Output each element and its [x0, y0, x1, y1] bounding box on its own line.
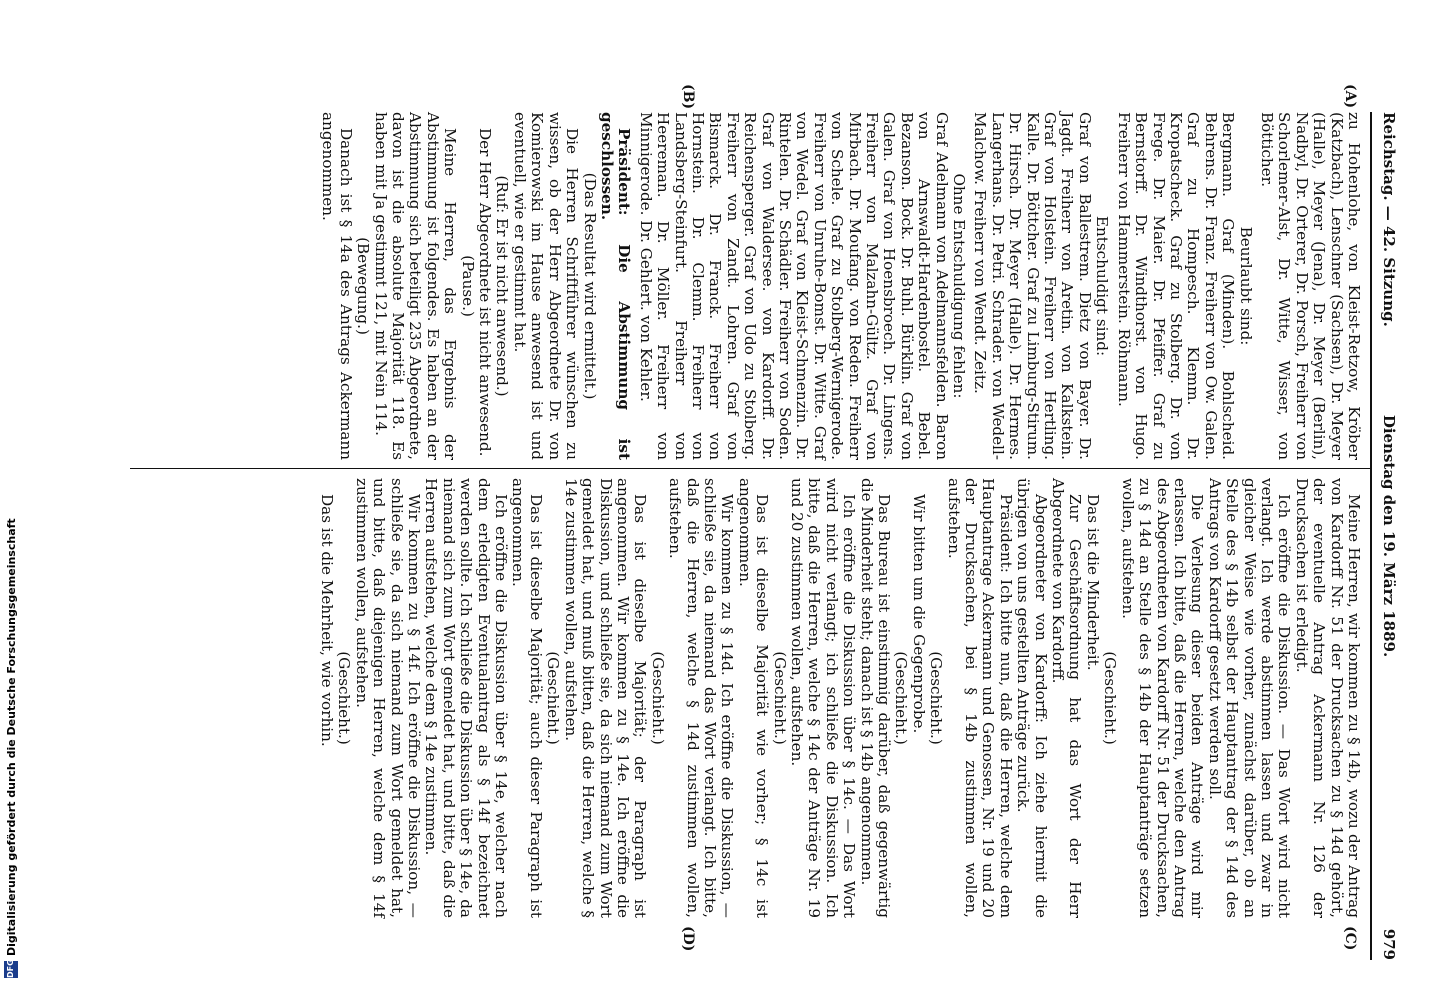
- paragraph: Graf Adelmann von Adelmannsfelden. Baron von Arnswaldt-Hardenbostel. Bebel. Bezanson. Bock. Dr. Buhl. Bürklin. Graf von Galen. Graf von Hoensbroech. Dr. Lingens. Freiherr von Malzahn-Gültz. Graf von Mirbach. Dr. Moufang. von Reden. Freiherr von Schele. Graf zu Stolberg-Wernigerode. Freiherr von Unruhe-Bomst. Dr. Witte. Graf von Wedel. Graf von Kleist-Schmenzin. Dr. Rintelen. Dr. Schädler. Freiherr von Soden. Graf von Waldersee. von Kardorff. Dr. Reichensperger. Graf von Udo zu Stolberg. Freiherr von Zandt. Lohren. Graf von Bismarck. Dr. Franck. Freiherr von Hornstein. Dr. Clemm. Freiherr von Landsberg-Steinfurt. Freiherr von Heereman. Dr. Möller. Freiherr von Minnigerode. Dr. Gehlert. von Kehler.: [636, 112, 951, 460]
- paragraph: Das Bureau ist einstimmig darüber, daß gegenwärtig die Minderheit steht; danach ist § 14b angenommen.: [857, 478, 894, 918]
- stage-direction: (Geschieht.): [892, 651, 911, 745]
- paragraph: Das ist dieselbe Majorität; auch dieser Paragraph ist angenommen.: [509, 478, 545, 918]
- paragraph: Wir kommen zu § 14d. Ich eröffne die Diskussion, — schließe sie, da niemand das Wort verlangt. Ich bitte, daß die Herren, welche § 14d zustimmen wollen, aufstehen.: [666, 478, 737, 918]
- paragraph: Ich eröffne die Diskussion über § 14e, welcher nach dem erledigten Eventualantrag als § 14f bezeichnet werden sollte. Ich schließe die Diskussion über § 14e, da niemand sich zum Wort gemeldet hat, und bitte, daß die Herren aufstehen, welche dem § 14e zustimmen.: [422, 478, 511, 918]
- paragraph: Ich eröffne die Diskussion. — Das Wort wird nicht verlangt. Ich werde abstimmen lassen und zwar in gleicher Weise wie vorher, zunächst darüber, ob an Stelle des § 14b selbst der Hauptantrag der § 14d des Antrags von Kardorff gesetzt werden soll.: [1205, 478, 1294, 918]
- section-heading: Entschuldigt sind:: [1093, 215, 1112, 357]
- paragraph: Wir kommen zu § 14f. Ich eröffne die Diskussion, — schließe sie, da sich niemand zum Wort gemeldet hat, und bitte, daß diejenigen Herren, welche dem § 14f zustimmen wollen, aufstehen.: [352, 478, 424, 918]
- section-heading: Beurlaubt sind:: [1236, 226, 1255, 346]
- funding-credit: [2, 0, 22, 978]
- paragraph: zu Hohenlohe, von Kleist-Retzow, Kröber (Katzbach), Lenschner (Sachsen), Dr. Meyer (Halle), Meyer (Jena), Dr. Meyer (Berlin), Nadbyl, Dr. Orterer, Dr. Porsch, Freiherr von Schorlemer-Alst, Dr. Witte, Wisser, von Bötticher.: [1257, 112, 1363, 460]
- paragraph: Der Herr Abgeordnete ist nicht anwesend.: [476, 128, 495, 457]
- paragraph: Das ist die Minderheit.: [1083, 494, 1102, 671]
- paragraph: Graf von Ballestrem. Dietz von Bayer. Dr. Jagdt. Freiherr von Aretin. von Kalkstein. Graf von Holstein. Freiherr von Hertling. Kalle. Dr. Böttcher. Graf zu Limburg-Stirum. Dr. Hirsch. Dr. Meyer (Halle). Dr. Hermes. Langerhans. Dr. Petri. Schrader. von Wedell-Malchow. Freiherr von Wendt. Zeitz.: [971, 112, 1094, 460]
- paragraph: Bergmann. Graf (Minden). Bohlscheid. Behrens. Dr. Franz. Freiherr von Ow. Galen. Graf zu Hompesch. Klemm. Dr. Kropatscheck. Graf zu Stolberg. Dr. von Frege. Dr. Maier. Dr. Pfeiffer. Graf zu Bernstorff. Dr. Windthorst. von Hugo. Freiherr von Hammerstein. Röhmann.: [1114, 112, 1238, 460]
- header-left: Reichstag. — 42. Sitzung.: [1380, 112, 1398, 327]
- paragraph: Meine Herren, wir kommen zu § 14b, wozu der Antrag von Kardorff Nr. 51 der Drucksachen zu § 14d gehört, der eventuelle Antrag Ackermann Nr. 126 der Drucksachen ist erledigt.: [1292, 478, 1363, 918]
- paragraph: Meine Herren, das Ergebnis der Abstimmung ist folgendes. Es haben an der Abstimmung sich beteiligt 235 Abgeordnete, davon ist die absolute Majorität 118. Es haben mit Ja gestimmt 121, mit Nein 114.: [371, 112, 460, 460]
- running-header: [1374, 112, 1402, 960]
- paragraph: Ich eröffne die Diskussion über § 14c. — Das Wort wird nicht verlangt; ich schließe die Diskussion. Ich bitte, daß die Herren, welche § 14c der Anträge Nr. 19 und 20 zustimmen wollen, aufstehen.: [788, 478, 859, 918]
- paragraph: Danach ist § 14a des Antrags Ackermann angenommen.: [319, 112, 355, 460]
- margin-mark-b: (B): [680, 84, 696, 110]
- credit-text: Digitalisierung gefördert durch die Deutsche Forschungsgemeinschaft: [5, 518, 18, 956]
- stage-direction: (Geschieht.): [927, 651, 946, 745]
- paragraph: Das ist dieselbe Majorität wie vorher; § 14c ist angenommen.: [735, 478, 772, 918]
- stage-direction: (Geschieht.): [1101, 651, 1120, 745]
- stage-direction: (Geschieht.): [544, 651, 563, 745]
- column-divider: [130, 468, 1370, 469]
- dfg-logo: DFG: [4, 961, 18, 978]
- page-number: 979: [1380, 928, 1398, 960]
- header-date: Dienstag den 19. März 1889.: [1380, 414, 1398, 658]
- paragraph: Die Herren Schriftführer wünschen zu wissen, ob der Herr Abgeordnete Dr. von Komierowski im Hause anwesend ist und eventuell, wie er gestimmt hat.: [510, 112, 582, 460]
- margin-mark-c: (C): [1342, 926, 1358, 951]
- stage-direction: (Das Resultat wird ermittelt.): [580, 172, 599, 400]
- stage-direction: (Geschieht.): [335, 651, 354, 745]
- paragraph: Das ist dieselbe Majorität; der Paragraph ist angenommen. Wir kommen zu § 14e. Ich eröffne die Diskussion, und schließe sie, da sich niemand zum Wort gemeldet hat, und muß bitten, daß die Herren, welche § 14e zustimmen wollen, aufstehen.: [561, 478, 650, 918]
- stage-direction: (Ruf: Er ist nicht anwesend.): [493, 175, 512, 397]
- paragraph: Wir bitten um die Gegenprobe.: [909, 494, 928, 734]
- stage-direction: (Bewegung.): [354, 237, 373, 335]
- paragraph: Die Verlesung dieser beiden Anträge wird mir erlassen. Ich bitte, daß die Herren, welche den Antrag des Abgeordneten von Kardorff Nr. 51 der Drucksachen, zu § 14d an Stelle des § 14b der Hauptanträge setzen wollen, aufstehen.: [1118, 478, 1207, 918]
- president-statement: Präsident: Die Abstimmung ist geschlossen.: [597, 112, 634, 460]
- stage-direction: (Geschieht.): [770, 651, 789, 745]
- paragraph: Zur Geschäftsordnung hat das Wort der Herr Abgeordnete von Kardorff.: [1049, 478, 1085, 918]
- stage-direction: (Pause.): [458, 255, 477, 317]
- paragraph: Das ist die Mehrheit, wie vorhin.: [318, 494, 337, 747]
- president-statement: Präsident: Ich bitte nun, daß die Herren, welche dem Hauptantrage Ackermann und Genossen, Nr. 19 und 20 der Drucksachen, bei § 14b zustimmen wollen, aufstehen.: [944, 478, 1015, 918]
- margin-mark-d: (D): [680, 926, 696, 952]
- left-column: [319, 112, 1362, 460]
- margin-mark-a: (A): [1342, 84, 1358, 109]
- speaker-statement: Abgeordneter von Kardorff: Ich ziehe hiermit die übrigen von uns gestellten Anträge zurück.: [1014, 478, 1050, 918]
- stage-direction: (Geschieht.): [648, 651, 667, 745]
- section-heading: Ohne Entschuldigung fehlen:: [950, 173, 969, 399]
- right-column: [318, 478, 1362, 918]
- header-rule: [1370, 112, 1372, 960]
